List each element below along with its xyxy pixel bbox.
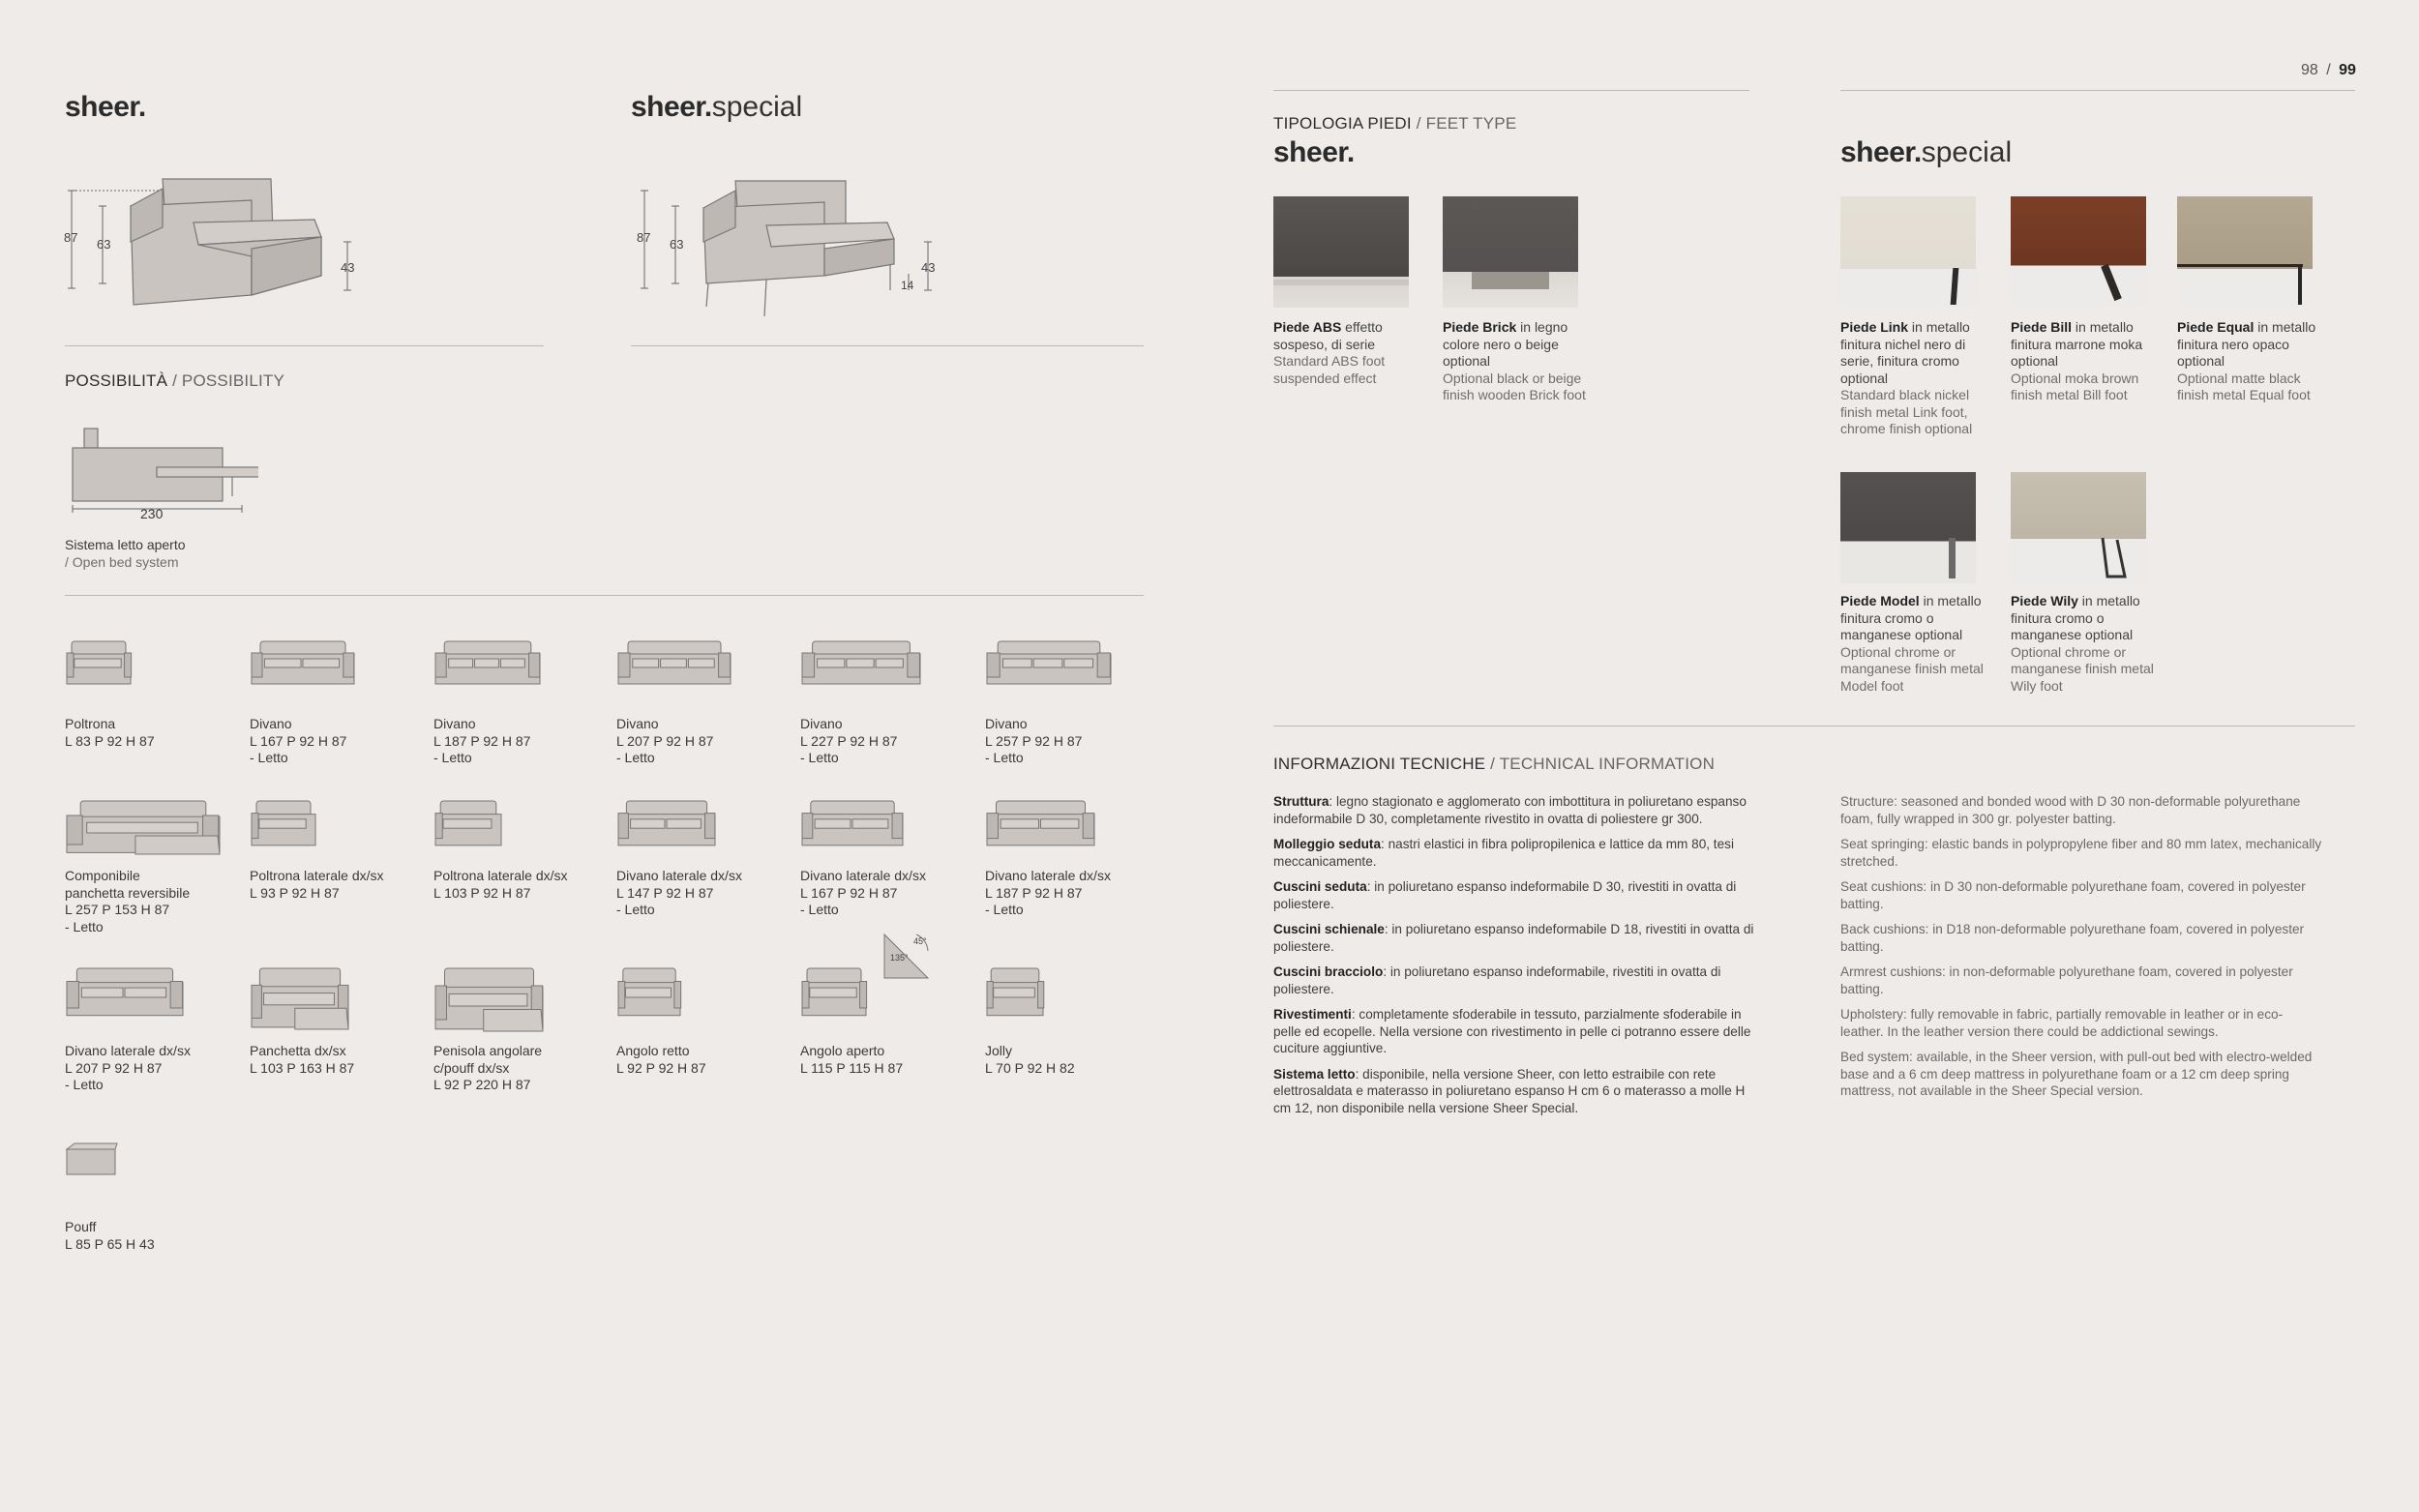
technical-info-english [1840, 793, 2324, 1109]
product-name: Angolo aperto [800, 1043, 885, 1058]
tech-paragraph [1273, 1006, 1757, 1057]
foot-caption-italian [1443, 319, 1598, 371]
product-name: Angolo retto [616, 1043, 690, 1058]
product-name: Divano laterale dx/sx [985, 868, 1111, 883]
page-left: 98 [2301, 62, 2318, 78]
product-name: Divano [250, 716, 292, 731]
product-detail: - Letto [65, 918, 104, 934]
tech-paragraph-en: Seat springing: elastic bands in polypropylene fiber and 80 mm latex, mechanically stretched. [1840, 837, 2322, 869]
divider [1840, 90, 2355, 91]
product-caption [985, 716, 1159, 767]
tech-term: Molleggio seduta [1273, 837, 1382, 851]
foot-desc: in metallo finitura cromo o manganese optional [1840, 593, 1982, 642]
product-caption [250, 1043, 424, 1077]
dim-63: 63 [97, 237, 111, 252]
angle-diagram [882, 932, 931, 980]
product-drawing [65, 965, 239, 1043]
product-detail: - Letto [616, 902, 655, 917]
brick-foot-photo [1443, 196, 1578, 308]
foot-caption-italian [1840, 319, 1995, 387]
dim-63: 63 [670, 237, 684, 252]
product-item [65, 965, 239, 1094]
product-item [250, 798, 424, 902]
foot-name: Piede Wily [2011, 593, 2078, 608]
feet-special-brand: sheer.special [1840, 136, 2013, 168]
foot-name: Piede Equal [2177, 319, 2255, 335]
tech-term: Cuscini seduta [1273, 879, 1367, 894]
product-caption [433, 1043, 608, 1094]
product-name: Componibile [65, 868, 140, 883]
product-detail: - Letto [985, 750, 1024, 765]
product-drawing [433, 798, 608, 868]
product-detail: L 257 P 92 H 87 [985, 732, 1083, 749]
tech-text: : in poliuretano espanso indeformabile, rivestiti in ovatta di poliestere. [1273, 964, 1721, 996]
product-caption [800, 716, 974, 767]
technical-info-italian [1273, 793, 1757, 1125]
product-caption [985, 1043, 1159, 1077]
foot-caption [2177, 319, 2332, 404]
link-foot-photo [1840, 196, 1976, 308]
product-drawing [65, 638, 239, 716]
foot-caption-english: Optional matte black finish metal Equal foot [2177, 370, 2311, 402]
product-drawing [800, 798, 974, 868]
tech-paragraph-en: Armrest cushions: in non-deformable polyurethane foam, covered in polyester batting. [1840, 964, 2293, 996]
page-separator: / [2326, 62, 2331, 78]
product-caption [433, 716, 608, 767]
product-item [65, 1141, 239, 1253]
product-caption [65, 1043, 239, 1094]
foot-caption-italian [2011, 593, 2165, 644]
product-caption [985, 868, 1159, 919]
foot-desc: in metallo finitura marrone moka optional [2011, 319, 2143, 369]
product-item [616, 798, 791, 919]
sheer-brand: sheer. [65, 91, 146, 123]
product-detail: - Letto [800, 902, 839, 917]
product-name: Divano [985, 716, 1028, 731]
product-detail: - Letto [250, 750, 288, 765]
product-detail: L 187 P 92 H 87 [985, 884, 1083, 901]
bill-foot-photo [2011, 196, 2146, 308]
product-name: Divano [800, 716, 843, 731]
product-detail: L 103 P 92 H 87 [433, 884, 531, 901]
foot-desc: in metallo finitura nichel nero di serie, finitura cromo optional [1840, 319, 1970, 386]
product-detail: L 207 P 92 H 87 [616, 732, 714, 749]
product-drawing [985, 965, 1159, 1043]
divider [1273, 90, 1749, 91]
foot-caption [2011, 593, 2165, 695]
tech-text: : disponibile, nella versione Sheer, con letto estraibile con rete elettrosaldata e materasso in poliuretano espanso H cm 6 o materasso a molle H cm 12, non disponibile nella versione Sheer Special. [1273, 1066, 1746, 1115]
product-detail: - Letto [985, 902, 1024, 917]
product-name: Poltrona laterale dx/sx [250, 868, 384, 883]
product-drawing [65, 798, 239, 868]
tech-paragraph [1273, 836, 1757, 870]
product-item [250, 638, 424, 767]
tech-paragraph [1273, 1066, 1757, 1117]
foot-desc: effetto sospeso, di serie [1273, 319, 1383, 352]
bed-caption: Sistema letto aperto / Open bed system [65, 537, 186, 570]
product-name: Divano laterale dx/sx [616, 868, 742, 883]
product-detail: - Letto [800, 750, 839, 765]
product-item [433, 798, 608, 902]
product-detail: L 92 P 92 H 87 [616, 1059, 706, 1076]
product-drawing [250, 798, 424, 868]
angle-135: 135° [890, 953, 909, 963]
possibility-heading: POSSIBILITÀ / POSSIBILITY [65, 371, 285, 390]
product-caption [433, 868, 608, 902]
tech-paragraph [1273, 921, 1757, 955]
tech-term: Cuscini bracciolo [1273, 964, 1384, 979]
feet-type-heading: TIPOLOGIA PIEDI / FEET TYPE [1273, 114, 1517, 133]
product-detail: L 83 P 92 H 87 [65, 732, 155, 749]
product-item [433, 965, 608, 1094]
tech-text: : legno stagionato e agglomerato con imbottitura in poliuretano espanso indeformabile D 30, completamente rivestito in ovatta di poliestere gr 300. [1273, 794, 1747, 826]
product-caption [250, 716, 424, 767]
foot-desc: in legno colore nero o beige optional [1443, 319, 1568, 369]
dim-87: 87 [64, 230, 78, 245]
product-item [65, 798, 239, 935]
product-detail: - Letto [433, 750, 472, 765]
product-caption [250, 868, 424, 902]
product-drawing [65, 1141, 239, 1219]
tech-paragraph-en: Seat cushions: in D 30 non-deformable polyurethane foam, covered in polyester batting. [1840, 879, 2306, 911]
divider [631, 345, 1144, 346]
product-item [800, 638, 974, 767]
dim-14: 14 [901, 279, 914, 292]
dim-43: 43 [341, 260, 355, 275]
product-name: Divano [616, 716, 659, 731]
dim-43: 43 [921, 260, 936, 275]
foot-caption-english: Optional chrome or manganese finish metal Model foot [1840, 643, 1984, 694]
product-drawing [985, 638, 1159, 716]
product-drawing [616, 798, 791, 868]
sheer-armchair-dimension-drawing [58, 169, 368, 324]
foot-caption [1443, 319, 1598, 404]
product-item [616, 638, 791, 767]
feet-sheer-brand: sheer. [1273, 136, 1355, 168]
product-drawing [433, 638, 608, 716]
foot-caption-english: Optional moka brown finish metal Bill foot [2011, 370, 2139, 402]
product-item [985, 638, 1159, 767]
foot-desc: in metallo finitura cromo o manganese optional [2011, 593, 2140, 642]
model-foot-photo [1840, 472, 1976, 583]
special-armchair-dimension-drawing [631, 169, 941, 324]
product-item [433, 638, 608, 767]
product-item [985, 965, 1159, 1077]
foot-name: Piede Model [1840, 593, 1920, 608]
foot-caption-english: Optional chrome or manganese finish metal Wily foot [2011, 643, 2154, 694]
foot-caption [1840, 319, 1995, 438]
foot-caption-italian [2177, 319, 2332, 371]
product-caption [616, 1043, 791, 1077]
page-number [2301, 62, 2356, 79]
product-caption [65, 716, 239, 750]
product-item [985, 798, 1159, 919]
foot-name: Piede ABS [1273, 319, 1342, 335]
equal-foot-photo [2177, 196, 2313, 308]
foot-caption [2011, 319, 2165, 404]
foot-caption [1273, 319, 1428, 387]
product-item [65, 638, 239, 750]
tech-paragraph [1273, 793, 1757, 827]
tech-text: : completamente sfoderabile in tessuto, parzialmente sfoderabile in pelle ed ecopelle. Nella versione con rivestimento in pelle ci potranno essere delle cuciture aggiuntive. [1273, 1007, 1751, 1055]
product-detail: L 92 P 220 H 87 [433, 1077, 531, 1092]
product-drawing [800, 638, 974, 716]
product-caption [65, 1219, 239, 1253]
product-name: Pouff [65, 1219, 97, 1234]
product-item [250, 965, 424, 1077]
product-caption [616, 716, 791, 767]
product-detail: L 207 P 92 H 87 [65, 1059, 163, 1076]
product-name: Divano laterale dx/sx [800, 868, 926, 883]
page-right: 99 [2339, 62, 2356, 78]
product-detail: L 227 P 92 H 87 [800, 732, 898, 749]
foot-caption-italian [1273, 319, 1428, 353]
product-name: Poltrona [65, 716, 116, 731]
product-detail: c/pouff dx/sx [433, 1059, 510, 1076]
product-detail: L 85 P 65 H 43 [65, 1235, 155, 1252]
tech-text: : in poliuretano espanso indeformabile D 18, rivestiti in ovatta di poliestere. [1273, 922, 1754, 954]
foot-name: Piede Link [1840, 319, 1909, 335]
tech-term: Sistema letto [1273, 1066, 1356, 1082]
product-detail: L 70 P 92 H 82 [985, 1059, 1075, 1076]
tech-text: : nastri elastici in fibra polipropilenica e lattice da mm 80, tesi meccanicamente. [1273, 837, 1734, 869]
foot-caption-italian [2011, 319, 2165, 371]
product-name: Penisola angolare [433, 1043, 543, 1058]
foot-caption [1840, 593, 1995, 695]
product-detail: panchetta reversibile [65, 884, 191, 901]
product-drawing [433, 965, 608, 1043]
product-drawing [616, 965, 791, 1043]
foot-desc: in metallo finitura nero opaco optional [2177, 319, 2316, 369]
product-name: Poltrona laterale dx/sx [433, 868, 568, 883]
foot-caption-italian [1840, 593, 1995, 644]
product-detail: L 187 P 92 H 87 [433, 732, 531, 749]
product-caption [616, 868, 791, 919]
foot-caption-english: Optional black or beige finish wooden Brick foot [1443, 370, 1586, 402]
product-item [800, 965, 974, 1077]
foot-name: Piede Bill [2011, 319, 2073, 335]
product-caption [65, 868, 239, 935]
product-detail: L 167 P 92 H 87 [800, 884, 898, 901]
product-item [800, 798, 974, 919]
product-detail: L 167 P 92 H 87 [250, 732, 347, 749]
product-detail: - Letto [616, 750, 655, 765]
tech-paragraph [1273, 878, 1757, 912]
product-detail: - Letto [65, 1077, 104, 1092]
product-detail: L 257 P 153 H 87 [65, 902, 170, 917]
product-item [616, 965, 791, 1077]
tech-term: Cuscini schienale [1273, 922, 1385, 936]
abs-foot-photo [1273, 196, 1409, 308]
tech-paragraph-en: Back cushions: in D18 non-deformable polyurethane foam, covered in polyester batting. [1840, 922, 2305, 954]
foot-caption-english: Standard black nickel finish metal Link foot, chrome finish optional [1840, 387, 1973, 436]
tech-paragraph-en: Upholstery: fully removable in fabric, partially removable in leather or in eco-leather. In the leather version there could be addictional sewings. [1840, 1007, 2284, 1039]
tech-paragraph [1273, 964, 1757, 997]
product-detail: L 147 P 92 H 87 [616, 884, 714, 901]
product-name: Panchetta dx/sx [250, 1043, 346, 1058]
foot-name: Piede Brick [1443, 319, 1517, 335]
tech-text: : in poliuretano espanso indeformabile D 30, rivestiti in ovatta di poliestere. [1273, 879, 1737, 911]
technical-info-heading: INFORMAZIONI TECNICHE / TECHNICAL INFORMATION [1273, 755, 1716, 773]
product-detail: L 115 P 115 H 87 [800, 1059, 904, 1076]
product-detail: L 103 P 163 H 87 [250, 1059, 355, 1076]
tech-term: Rivestimenti [1273, 1007, 1352, 1022]
bed-width-label: 230 [140, 506, 164, 521]
product-name: Divano laterale dx/sx [65, 1043, 191, 1058]
angle-45: 45° [913, 936, 927, 946]
product-name: Divano [433, 716, 476, 731]
tech-paragraph-en: Structure: seasoned and bonded wood with D 30 non-deformable polyurethane foam, fully wrapped in 300 gr. polyester batting. [1840, 794, 2301, 826]
product-detail: L 93 P 92 H 87 [250, 884, 340, 901]
product-drawing [250, 638, 424, 716]
divider [65, 595, 1144, 596]
sheer-special-brand: sheer.special [631, 91, 803, 123]
product-caption [800, 868, 974, 919]
tech-paragraph-en: Bed system: available, in the Sheer version, with pull-out bed with electro-welded base and a 6 cm deep mattress in polyurethane foam or a 12 cm deep spring mattress, not available in the Sheer Special version. [1840, 1050, 2313, 1098]
foot-caption-english: Standard ABS foot suspended effect [1273, 353, 1386, 386]
product-drawing [985, 798, 1159, 868]
product-caption [800, 1043, 974, 1077]
tech-term: Struttura [1273, 794, 1329, 809]
dim-87: 87 [637, 230, 651, 245]
product-drawing [616, 638, 791, 716]
divider [65, 345, 544, 346]
product-name: Jolly [985, 1043, 1013, 1058]
product-drawing [250, 965, 424, 1043]
wily-foot-photo [2011, 472, 2146, 583]
